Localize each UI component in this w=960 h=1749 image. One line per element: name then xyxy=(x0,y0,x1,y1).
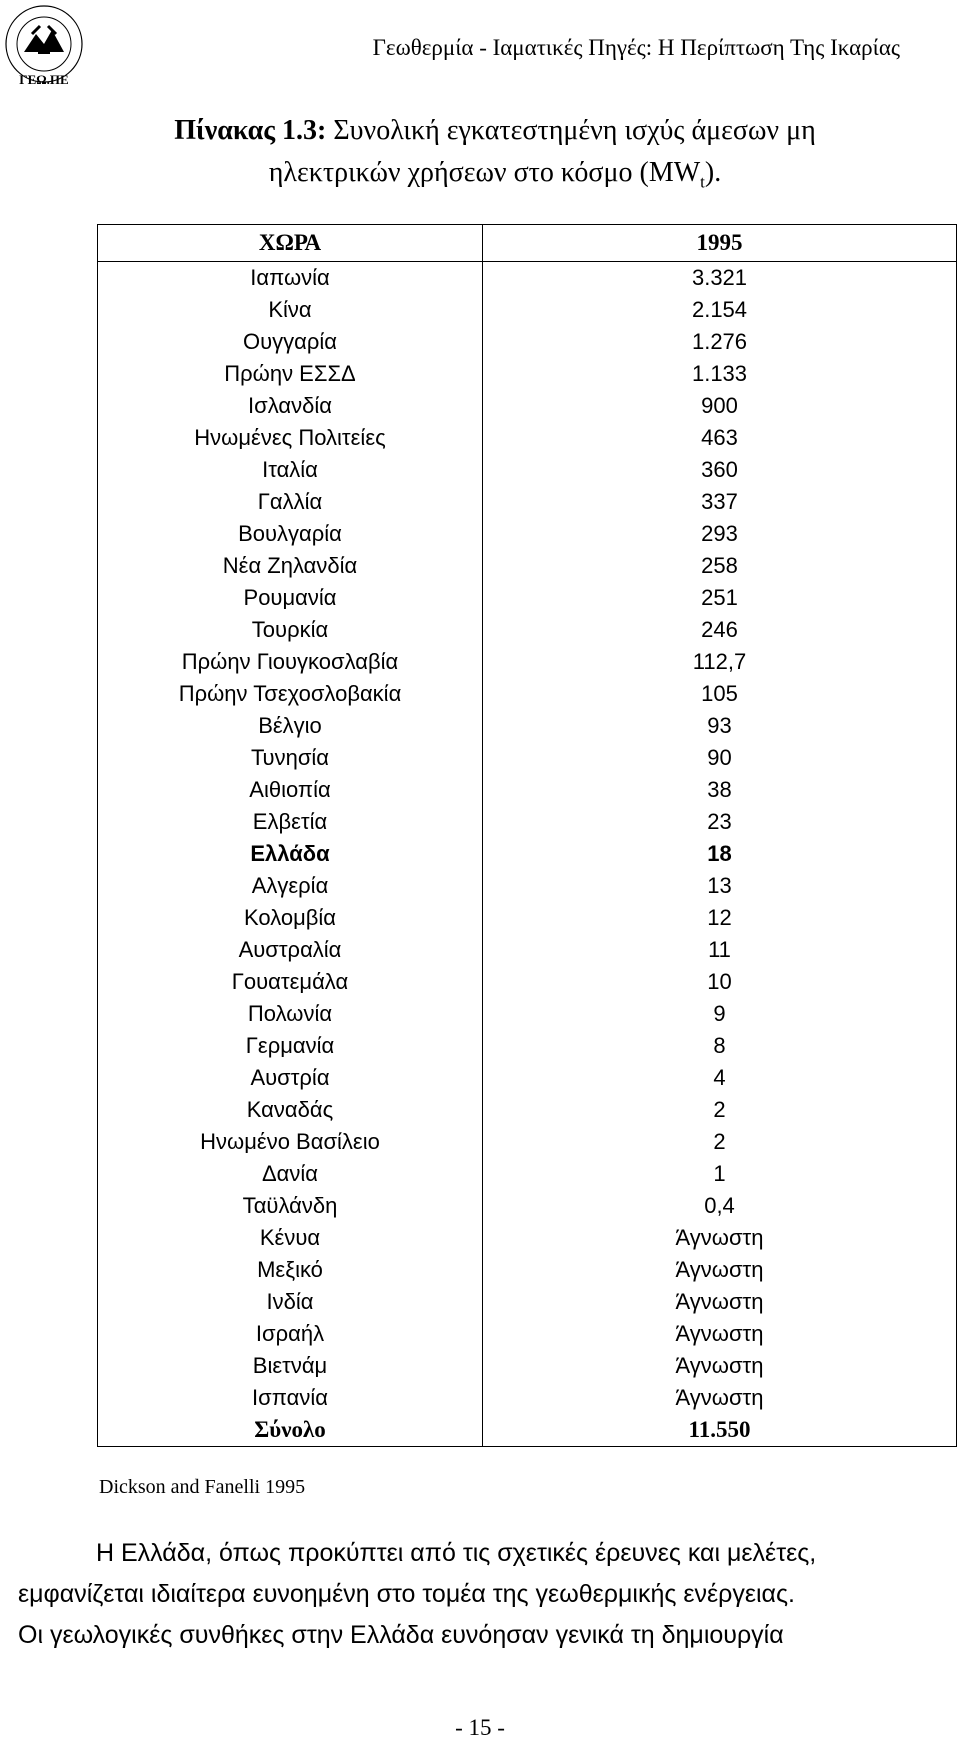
country-cell: Γερμανία xyxy=(245,1033,335,1058)
value-cell: 360 xyxy=(701,457,738,482)
country-cell: Τουρκία xyxy=(251,617,329,642)
value-cell: 258 xyxy=(701,553,738,578)
country-cell: Κένυα xyxy=(259,1225,321,1250)
value-cell: 90 xyxy=(707,745,732,770)
table-header-row xyxy=(98,225,957,262)
country-cell: Ισλανδία xyxy=(248,393,332,418)
country-cell: Αιθιοπία xyxy=(249,777,331,802)
country-cell: Γαλλία xyxy=(257,489,323,514)
value-cell: 1.133 xyxy=(691,361,748,386)
country-cell: Κολομβία xyxy=(243,905,337,930)
table-body-row xyxy=(98,262,957,1447)
value-cell: Άγνωστη xyxy=(675,1257,764,1282)
country-cell: Ισπανία xyxy=(252,1385,328,1410)
value-cell: 10 xyxy=(707,969,732,994)
country-column xyxy=(98,262,483,1447)
header-year: 1995 xyxy=(483,225,957,262)
total-value: 11.550 xyxy=(688,1417,751,1442)
value-cell: 11 xyxy=(708,937,731,962)
country-cell: Ιταλία xyxy=(262,457,318,482)
caption-subscript: t xyxy=(700,172,705,192)
value-cell: 251 xyxy=(701,585,738,610)
country-cell: Ταϋλάνδη xyxy=(242,1193,338,1218)
country-cell: Πρώην ΕΣΣΔ xyxy=(224,361,356,386)
value-cell: 18 xyxy=(707,841,732,866)
value-cell: 2 xyxy=(713,1097,726,1122)
caption-label: Πίνακας 1.3: xyxy=(174,115,327,146)
country-cell: Ουγγαρία xyxy=(243,329,337,354)
running-header: Γεωθερμία - Ιαματικές Πηγές: Η Περίπτωση Της Ικαρίας xyxy=(372,35,900,60)
country-cell: Βέλγιο xyxy=(258,713,322,738)
value-cell: 2.154 xyxy=(691,297,748,322)
country-cell: Πρώην Τσεχοσλοβακία xyxy=(178,681,402,706)
logo-text: ΓΕΩ.ΠΕ xyxy=(19,72,69,87)
country-cell: Γουατεμάλα xyxy=(231,969,349,994)
paragraph-line-2: εμφανίζεται ιδιαίτερα ευνοημένη στο τομέα της γεωθερμικής ενέργειας. xyxy=(18,1580,796,1608)
value-cell: 0,4 xyxy=(704,1193,735,1218)
country-cell: Νέα Ζηλανδία xyxy=(222,553,358,578)
value-cell: 1 xyxy=(713,1161,726,1186)
value-cell: 293 xyxy=(701,521,738,546)
country-cell: Δανία xyxy=(261,1161,319,1186)
country-cell: Αυστραλία xyxy=(238,937,342,962)
country-cell: Ινδία xyxy=(266,1289,314,1314)
value-cell: Άγνωστη xyxy=(675,1385,764,1410)
paragraph-line-3: Οι γεωλογικές συνθήκες στην Ελλάδα ευνόησαν γενικά τη δημιουργία xyxy=(18,1621,784,1649)
value-cell: 1.276 xyxy=(691,329,748,354)
page-number: - 15 - xyxy=(455,1715,505,1740)
country-cell: Ισραήλ xyxy=(255,1321,325,1346)
value-cell: Άγνωστη xyxy=(675,1353,764,1378)
value-cell: 9 xyxy=(713,1001,726,1026)
country-cell: Αλγερία xyxy=(251,873,329,898)
country-cell: Μεξικό xyxy=(257,1257,323,1282)
country-cell: Ηνωμένο Βασίλειο xyxy=(200,1129,380,1154)
value-cell: 463 xyxy=(701,425,738,450)
country-cell: Ιαπωνία xyxy=(250,265,330,290)
table-caption xyxy=(100,110,890,204)
caption-text-3: ). xyxy=(704,157,722,188)
geothermal-capacity-table xyxy=(97,224,957,1447)
value-cell: 4 xyxy=(713,1065,726,1090)
country-cell: Ηνωμένες Πολιτείες xyxy=(194,425,386,450)
value-cell: 38 xyxy=(707,777,732,802)
value-cell: 12 xyxy=(707,905,732,930)
value-cell: Άγνωστη xyxy=(675,1289,764,1314)
value-cell: 105 xyxy=(701,681,738,706)
country-cell: Καναδάς xyxy=(246,1097,334,1122)
header-country: ΧΩΡΑ xyxy=(98,225,483,262)
country-cell: Τυνησία xyxy=(251,745,329,770)
value-cell: 8 xyxy=(713,1033,726,1058)
country-cell: Βιετνάμ xyxy=(252,1353,328,1378)
table-source: Dickson and Fanelli 1995 xyxy=(99,1476,306,1498)
caption-text-1: Συνολική εγκατεστημένη ισχύς άμεσων μη xyxy=(326,115,816,146)
organization-logo xyxy=(2,4,86,88)
country-cell: Ελλάδα xyxy=(250,841,330,866)
country-cell: Πρώην Γιουγκοσλαβία xyxy=(181,649,399,674)
country-cell: Πολωνία xyxy=(247,1001,333,1026)
country-cell: Αυστρία xyxy=(250,1065,330,1090)
value-cell: 112,7 xyxy=(692,649,747,674)
country-cell: Κίνα xyxy=(268,297,312,322)
value-cell: Άγνωστη xyxy=(675,1225,764,1250)
country-cell: Βουλγαρία xyxy=(238,521,342,546)
value-cell: 13 xyxy=(707,873,732,898)
country-cell: Ρουμανία xyxy=(243,585,337,610)
total-label: Σύνολο xyxy=(254,1417,326,1442)
value-cell: 3.321 xyxy=(691,265,748,290)
caption-text-2: ηλεκτρικών χρήσεων στο κόσμο (MW xyxy=(268,157,701,188)
value-cell: 23 xyxy=(707,809,732,834)
value-cell: 246 xyxy=(701,617,738,642)
body-paragraph xyxy=(18,1533,942,1656)
value-cell: 900 xyxy=(701,393,738,418)
value-cell: 337 xyxy=(701,489,738,514)
value-column xyxy=(483,262,957,1447)
paragraph-line-1: Η Ελλάδα, όπως προκύπτει από τις σχετικές έρευνες και μελέτες, xyxy=(96,1539,817,1567)
value-cell: 93 xyxy=(707,713,732,738)
value-cell: 2 xyxy=(713,1129,726,1154)
country-cell: Ελβετία xyxy=(252,809,328,834)
value-cell: Άγνωστη xyxy=(675,1321,764,1346)
